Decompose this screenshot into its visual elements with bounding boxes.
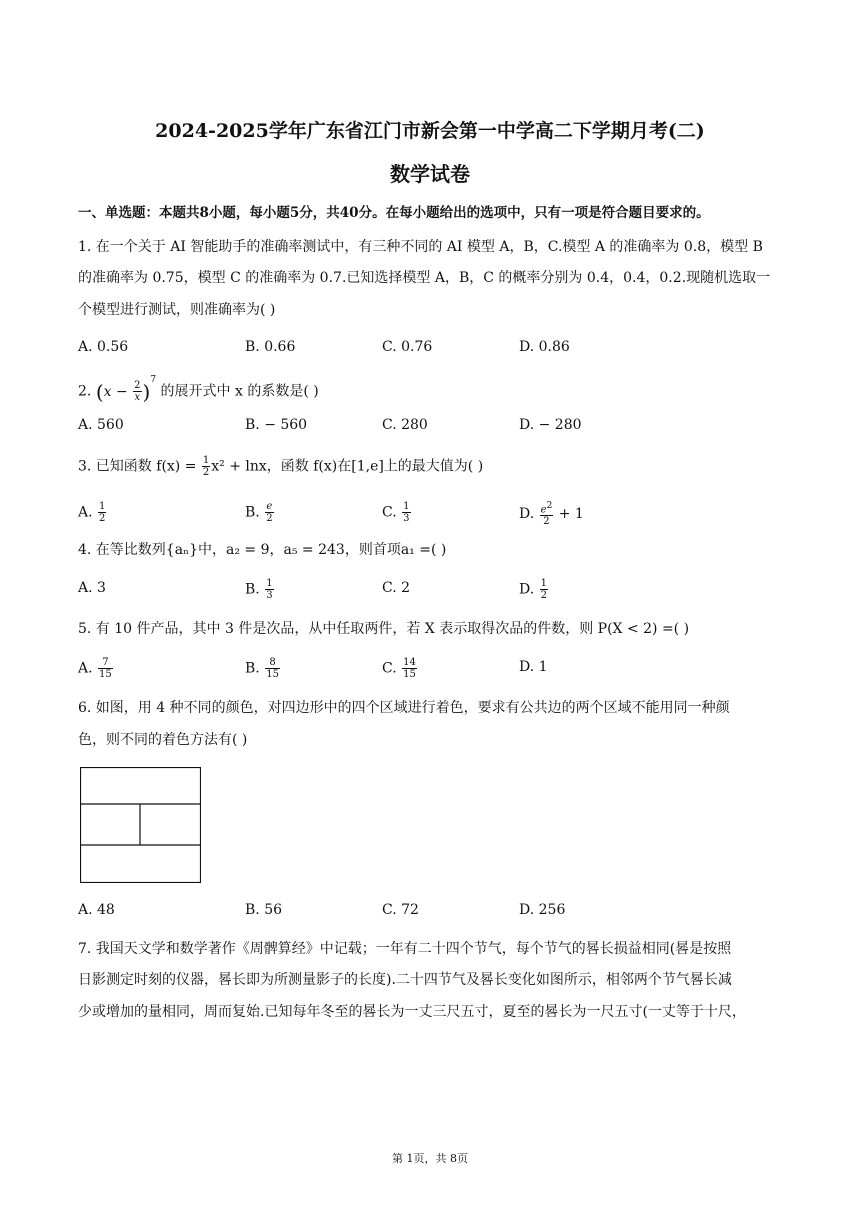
q2-option-d: D. − 280: [519, 417, 582, 433]
q2-expression: (x − $\frac{2}{x}$ )$^7$: [95, 375, 157, 404]
q4-option-d: D. $\frac{1}{2}$: [519, 578, 548, 601]
q2-option-b: B. − 560: [245, 417, 308, 433]
q3-option-d: D. $\frac{e^2}{2}$ + 1: [519, 501, 584, 528]
q3-option-b: B. $\frac{e}{2}$: [245, 501, 273, 524]
q5-option-c: C. $\frac{14}{15}$: [382, 657, 416, 680]
q7-line2: 日影测定时刻的仪器，晷长即为所测量影子的长度).二十四节气及晷长变化如图所示，相邻两个节气晷长减: [78, 972, 732, 988]
q5-option-d: D. 1: [519, 659, 548, 675]
q3-option-a: A. $\frac{1}{2}$: [78, 501, 106, 524]
q2-option-c: C. 280: [382, 417, 428, 433]
q4-option-a: A. 3: [78, 580, 106, 596]
q4-option-b: B. $\frac{1}{3}$: [245, 578, 273, 601]
q7-line3: 少或增加的量相同，周而复始.已知每年冬至的晷长为一丈三尺五寸，夏至的晷长为一尺五寸(一丈等于十尺，: [78, 1004, 746, 1020]
q6-line1: 6. 如图，用 4 种不同的颜色，对四边形中的四个区域进行着色，要求有公共边的两个区域不能用同一种颜: [78, 700, 730, 716]
page-footer: 第 1页，共 8页: [392, 1152, 468, 1165]
q1-option-c: C. 0.76: [382, 339, 433, 355]
exam-title: 2024-2025学年广东省江门市新会第一中学高二下学期月考(二): [155, 120, 705, 142]
q2-stem: [78, 375, 319, 404]
q6-option-b: B. 56: [245, 902, 283, 918]
q1-option-a: A. 0.56: [78, 339, 129, 355]
q4-stem: 4. 在等比数列{aₙ}中，a₂ = 9，a₅ = 243，则首项a₁ =( ): [78, 542, 447, 558]
q7-line1: 7. 我国天文学和数学著作《周髀算经》中记载；一年有二十四个节气，每个节气的晷长损益相同(晷是按照: [78, 941, 732, 957]
q1-line3: 个模型进行测试，则准确率为( ): [78, 302, 276, 318]
q6-option-d: D. 256: [519, 902, 566, 918]
q5-stem: 5. 有 10 件产品，其中 3 件是次品，从中任取两件，若 X 表示取得次品的件数，则 P(X < 2) =( ): [78, 621, 690, 637]
q6-line2: 色，则不同的着色方法有( ): [78, 732, 248, 748]
q2-suffix: 的展开式中 x 的系数是( ): [160, 383, 319, 400]
q1-option-b: B. 0.66: [245, 339, 296, 355]
q3-option-c: C. $\frac{1}{3}$: [382, 501, 410, 524]
q6-option-a: A. 48: [78, 902, 115, 918]
q3-part1: 3. 已知函数 f(x) =: [78, 458, 201, 475]
quadrilateral-regions-figure: [80, 767, 201, 883]
q1-option-d: D. 0.86: [519, 339, 570, 355]
q4-option-c: C. 2: [382, 580, 411, 596]
q1-line1: 1. 在一个关于 AI 智能助手的准确率测试中，有三种不同的 AI 模型 A，B，C.模型 A 的准确率为 0.8，模型 B: [78, 239, 763, 255]
q3-stem: [78, 455, 483, 478]
section-heading: 一、单选题：本题共8小题，每小题5分，共40分。在每小题给出的选项中，只有一项是符合题目要求的。: [78, 205, 710, 221]
q6-option-c: C. 72: [382, 902, 419, 918]
q3-part2: x² + lnx，函数 f(x)在[1,e]上的最大值为( ): [211, 458, 484, 475]
q1-line2: 的准确率为 0.75，模型 C 的准确率为 0.7.已知选择模型 A，B，C 的概率分别为 0.4，0.4，0.2.现随机选取一: [78, 270, 771, 286]
q2-prefix: 2.: [78, 383, 92, 400]
q5-option-b: B. $\frac{8}{15}$: [245, 657, 279, 680]
exam-subtitle: 数学试卷: [390, 162, 470, 186]
q5-option-a: A. $\frac{7}{15}$: [78, 657, 112, 680]
q3-fraction: $\frac{1}{2}$: [202, 455, 210, 478]
q2-option-a: A. 560: [78, 417, 124, 433]
